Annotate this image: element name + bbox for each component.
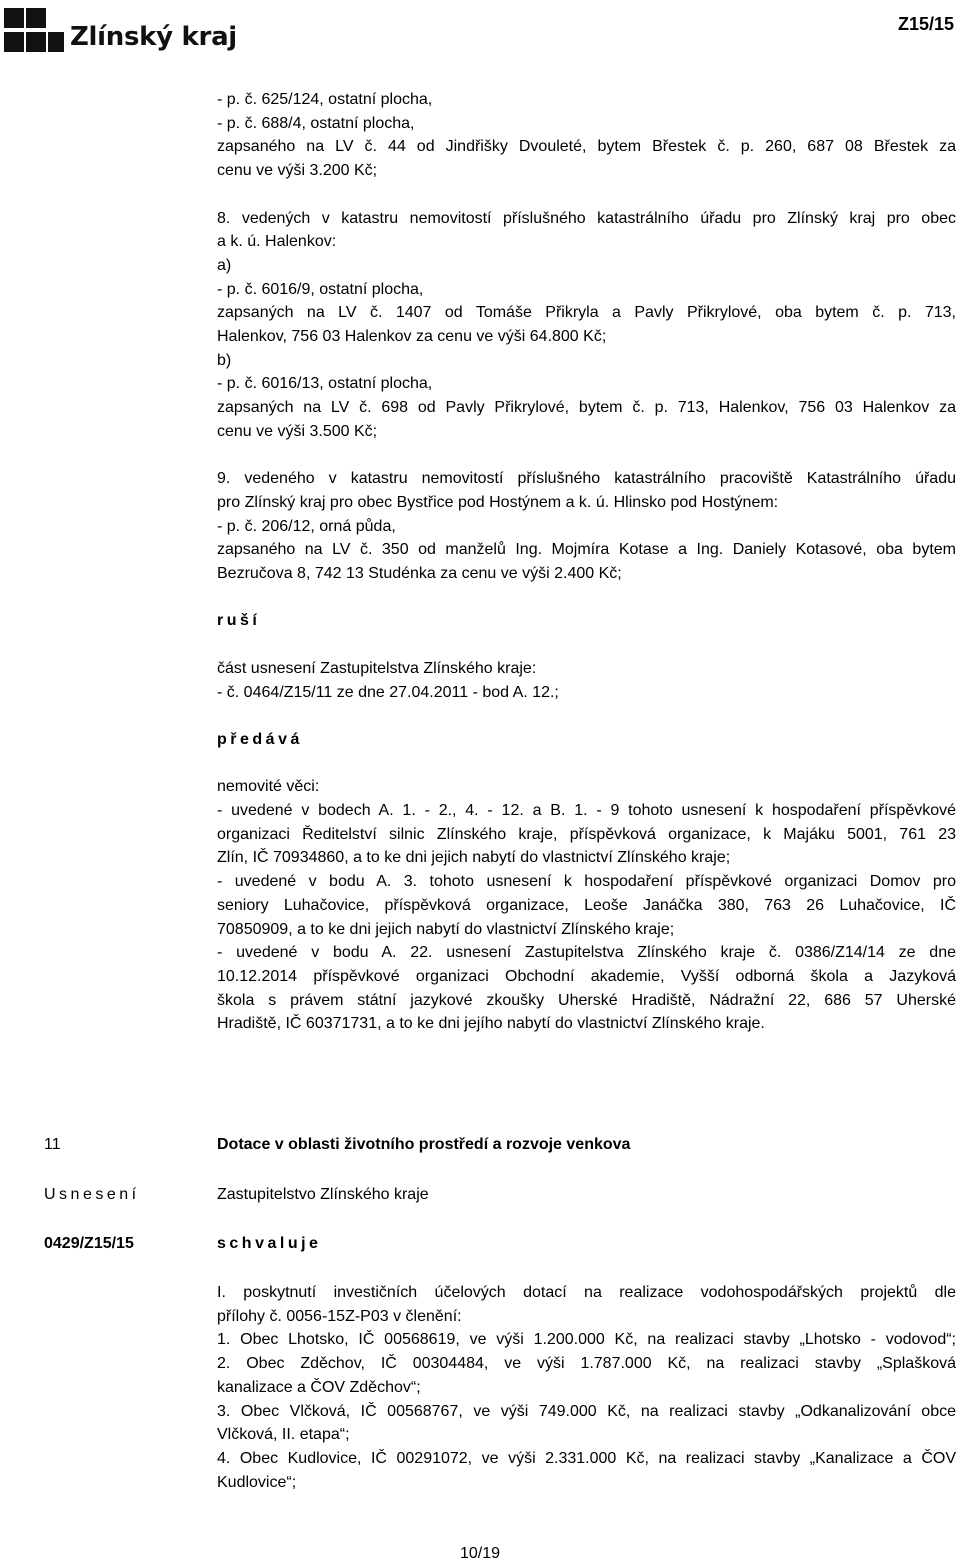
item-title: Dotace v oblasti životního prostředí a rozvoje venkova <box>217 1136 631 1153</box>
text-line: 4. Obec Kudlovice, IČ 00291072, ve výši 2.331.000 Kč, na realizaci stavby „Kanalizace a ČOV <box>217 1449 956 1467</box>
text-line: - č. 0464/Z15/11 ze dne 27.04.2011 - bod A. 12.; <box>217 683 559 701</box>
block-parcels-halenkov <box>217 207 956 444</box>
text-line: I. poskytnutí investičních účelových dotací na realizace vodohospodářských projektů dle <box>217 1284 956 1301</box>
text-line: - uvedené v bodu A. 3. tohoto usnesení k hospodaření příspěvkové organizaci Domov pro <box>217 873 956 891</box>
text-line: škola s právem státní jazykové zkoušky Uherské Hradiště, Nádražní 22, 686 57 Uherské <box>217 991 956 1009</box>
text-line: část usnesení Zastupitelstva Zlínského kraje: <box>217 659 537 677</box>
document-body <box>217 88 956 1036</box>
subsidy-list <box>217 1281 956 1494</box>
page-number: 10/19 <box>459 1545 501 1562</box>
text-line: b) <box>217 351 232 369</box>
text-line: kanalizace a ČOV Zděchov“; <box>217 1378 421 1396</box>
text-line: nemovité věci: <box>217 778 320 796</box>
text-line: - p. č. 206/12, orná půda, <box>217 517 396 535</box>
predava-heading: předává <box>217 730 303 748</box>
rusi-block <box>217 657 956 704</box>
text-line: 70850909, a to ke dni jejich nabytí do vlastnictví Zlínského kraje; <box>217 920 675 938</box>
page-header <box>0 0 960 56</box>
text-line: 9. vedeného v katastru nemovitostí příslušného katastrálního pracoviště Katastrálního úřadu <box>217 470 956 488</box>
item-number: 11 <box>44 1136 61 1153</box>
text-line: a k. ú. Halenkov: <box>217 233 337 251</box>
text-line: Halenkov, 756 03 Halenkov za cenu ve výši 64.800 Kč; <box>217 328 607 346</box>
predava-block <box>217 775 956 1036</box>
text-line: 1. Obec Lhotsko, IČ 00568619, ve výši 1.200.000 Kč, na realizaci stavby „Lhotsko - vodovod“; <box>217 1331 956 1349</box>
text-line: zapsaného na LV č. 350 od manželů Ing. Mojmíra Kotase a Ing. Daniely Kotasové, oba bytem <box>217 541 956 559</box>
text-line: - uvedené v bodech A. 1. - 2., 4. - 12. a B. 1. - 9 tohoto usnesení k hospodaření příspěvkové <box>217 802 956 819</box>
text-line: seniory Luhačovice, příspěvková organizace, Leoše Janáčka 380, 763 26 Luhačovice, IČ <box>217 896 956 914</box>
usneseni-label: Usnesení <box>44 1186 140 1203</box>
text-line: 10.12.2014 příspěvkové organizaci Obchodní akademie, Vyšší odborná škola a Jazyková <box>217 967 956 985</box>
logo-text: Zlínský kraj <box>70 22 237 52</box>
text-line: - p. č. 688/4, ostatní plocha, <box>217 114 415 132</box>
text-line: Vlčková, II. etapa“; <box>217 1426 350 1444</box>
zlinsky-kraj-logo-icon <box>4 8 64 52</box>
text-line: zapsaných na LV č. 698 od Pavly Přikrylové, bytem č. p. 713, Halenkov, 756 03 Halenkov za <box>217 399 956 417</box>
text-line: Hradiště, IČ 60371731, a to ke dni jejího nabytí do vlastnictví Zlínského kraje. <box>217 1015 765 1033</box>
text-line: - p. č. 6016/13, ostatní plocha, <box>217 375 433 393</box>
text-line: 2. Obec Zděchov, IČ 00304484, ve výši 1.787.000 Kč, na realizaci stavby „Splašková <box>217 1355 956 1373</box>
text-line: pro Zlínský kraj pro obec Bystřice pod Hostýnem a k. ú. Hlinsko pod Hostýnem: <box>217 493 779 511</box>
text-line: organizaci Ředitelství silnic Zlínského kraje, příspěvková organizace, k Majáku 5001, 761 23 <box>217 825 956 843</box>
text-line: zapsaných na LV č. 1407 od Tomáše Přikryla a Pavly Přikrylové, oba bytem č. p. 713, <box>217 304 956 322</box>
text-line: cenu ve výši 3.200 Kč; <box>217 162 378 180</box>
text-line: Bezručova 8, 742 13 Studénka za cenu ve výši 2.400 Kč; <box>217 565 622 583</box>
text-line: 8. vedených v katastru nemovitostí příslušného katastrálního úřadu pro Zlínský kraj pro obec <box>217 209 956 227</box>
block-parcels-hlinsko <box>217 467 956 586</box>
block-parcels-brestek <box>217 88 956 183</box>
document-code: Z15/15 <box>897 14 954 34</box>
text-line: Kudlovice“; <box>217 1473 297 1491</box>
resolution-number: 0429/Z15/15 <box>44 1235 134 1252</box>
text-line: Zlín, IČ 70934860, a to ke dni jejich nabytí do vlastnictví Zlínského kraje; <box>217 849 731 867</box>
text-line: 3. Obec Vlčková, IČ 00568767, ve výši 749.000 Kč, na realizaci stavby „Odkanalizování obce <box>217 1402 956 1420</box>
text-line: - p. č. 6016/9, ostatní plocha, <box>217 280 424 298</box>
text-line: - uvedené v bodu A. 22. usnesení Zastupitelstva Zlínského kraje č. 0386/Z14/14 ze dne <box>217 944 956 962</box>
text-line: přílohy č. 0056-15Z-P03 v členění: <box>217 1307 462 1325</box>
text-line: cenu ve výši 3.500 Kč; <box>217 422 378 440</box>
resolution-body: Zastupitelstvo Zlínského kraje <box>217 1186 429 1203</box>
schvaluje-heading: schvaluje <box>217 1235 322 1252</box>
text-line: a) <box>217 256 232 274</box>
text-line: zapsaného na LV č. 44 od Jindřišky Dvouleté, bytem Břestek č. p. 260, 687 08 Břestek za <box>217 138 956 156</box>
rusi-heading: ruší <box>217 612 261 630</box>
text-line: - p. č. 625/124, ostatní plocha, <box>217 91 433 108</box>
